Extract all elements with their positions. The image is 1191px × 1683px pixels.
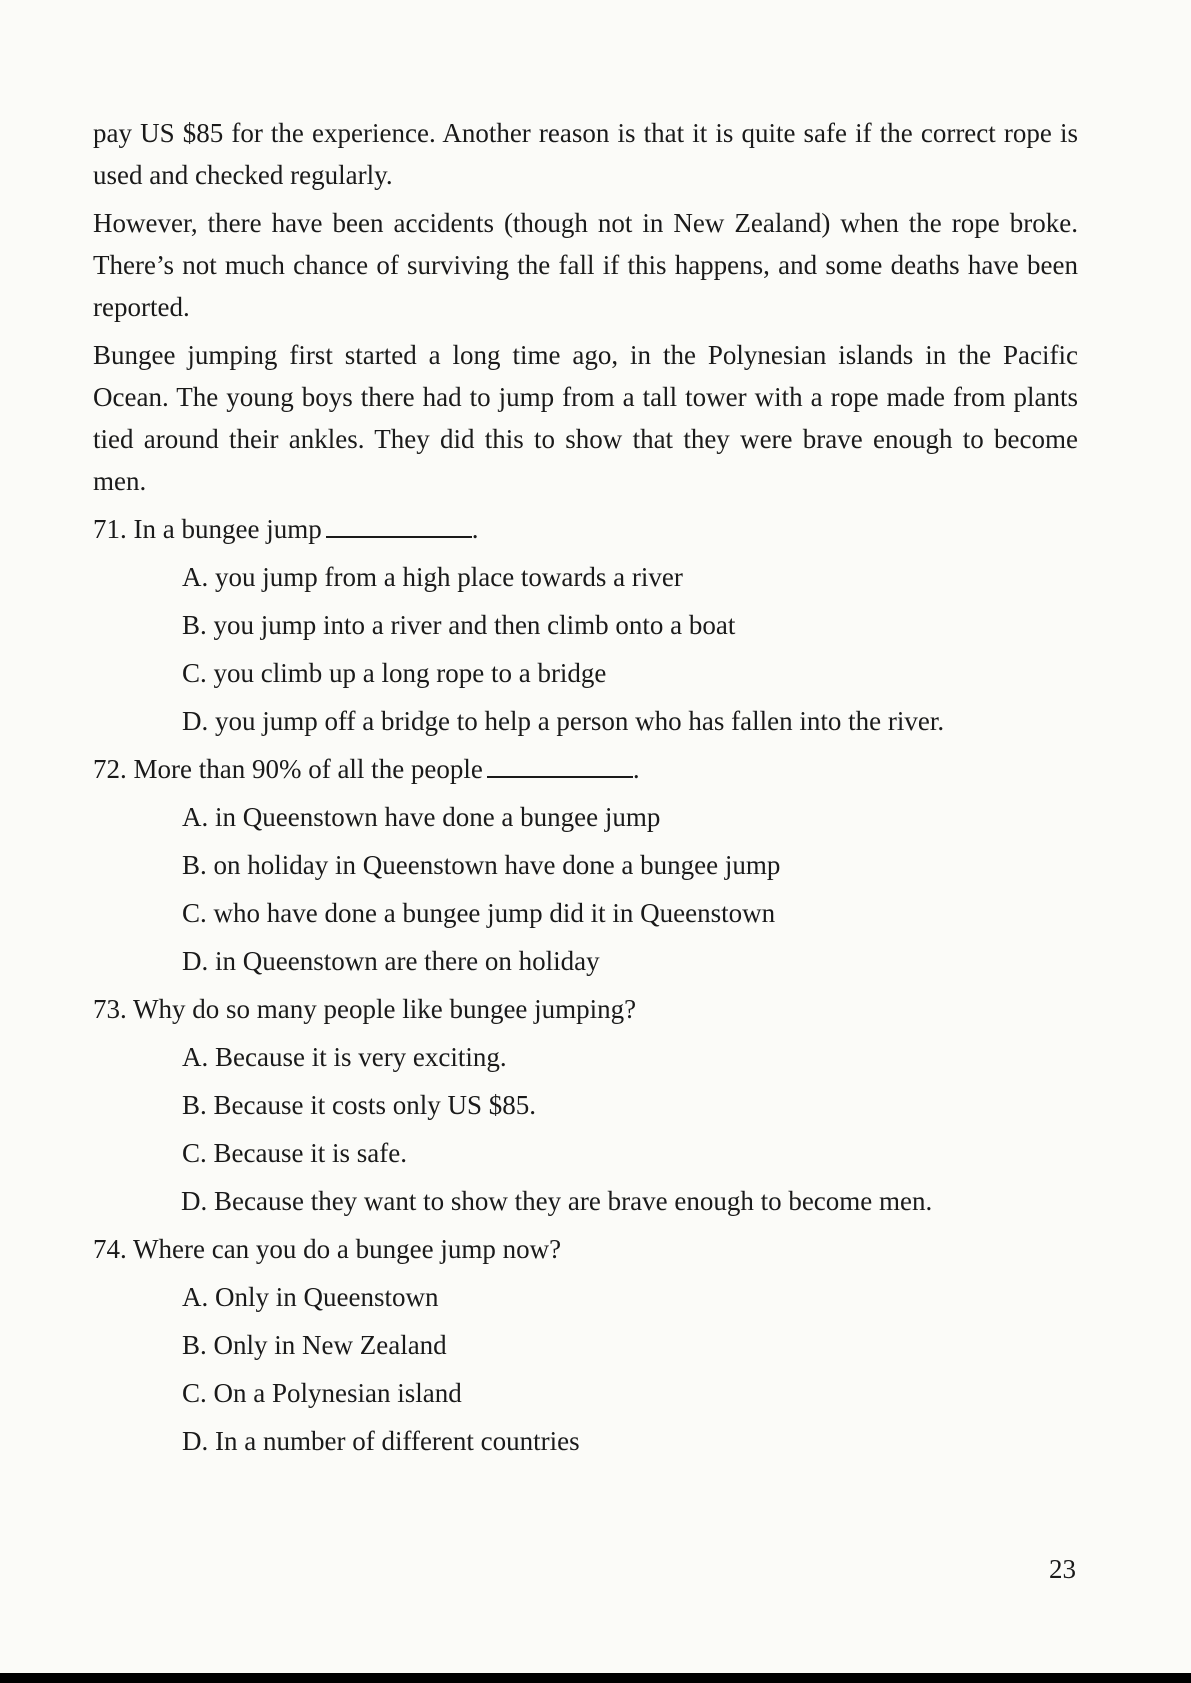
option-c xyxy=(93,652,1078,694)
question-stem xyxy=(93,1228,1078,1270)
option-c xyxy=(93,1372,1078,1414)
question-72 xyxy=(93,748,1078,982)
option-text: B. on holiday in Queenstown have done a bungee jump xyxy=(182,850,781,880)
option-d xyxy=(93,1420,1078,1462)
option-a xyxy=(93,556,1078,598)
passage-paragraph: However, there have been accidents (though not in New Zealand) when the rope broke. There’s not much chance of surviving the fall if this happens, and some deaths have been reported. xyxy=(93,208,1078,322)
question-stem xyxy=(93,988,1078,1030)
option-text: C. Because it is safe. xyxy=(182,1138,407,1168)
option-text: C. On a Polynesian island xyxy=(182,1378,462,1408)
question-stem-end: . xyxy=(471,514,479,544)
option-b xyxy=(93,844,1078,886)
option-text: A. Only in Queenstown xyxy=(182,1282,439,1312)
option-d xyxy=(93,700,1078,742)
question-73 xyxy=(93,988,1078,1222)
question-stem-text: 73. Why do so many people like bungee jumping? xyxy=(93,994,637,1024)
option-a xyxy=(93,1276,1078,1318)
question-stem-text: 71. In a bungee jump xyxy=(93,514,322,544)
options-list xyxy=(93,1276,1078,1462)
option-d xyxy=(93,940,1078,982)
question-stem xyxy=(93,508,1078,550)
option-text: D. Because they want to show they are brave enough to become men. xyxy=(181,1186,933,1216)
option-b xyxy=(93,604,1078,646)
option-b xyxy=(93,1084,1078,1126)
question-stem-text: 74. Where can you do a bungee jump now? xyxy=(93,1234,562,1264)
option-text: B. Only in New Zealand xyxy=(182,1330,447,1360)
option-text: A. in Queenstown have done a bungee jump xyxy=(182,802,661,832)
option-text: B. Because it costs only US $85. xyxy=(182,1090,536,1120)
option-text: B. you jump into a river and then climb onto a boat xyxy=(182,610,736,640)
options-list xyxy=(93,796,1078,982)
options-list xyxy=(93,1036,1078,1222)
option-d xyxy=(93,1180,1078,1222)
passage-paragraph: pay US $85 for the experience. Another reason is that it is quite safe if the correct rope is used and checked regularly. xyxy=(93,118,1078,190)
option-a xyxy=(93,796,1078,838)
option-text: A. you jump from a high place towards a river xyxy=(182,562,683,592)
option-text: D. you jump off a bridge to help a person who has fallen into the river. xyxy=(182,706,945,736)
options-list xyxy=(93,556,1078,742)
option-text: D. in Queenstown are there on holiday xyxy=(182,946,600,976)
question-71 xyxy=(93,508,1078,742)
answer-blank xyxy=(487,750,633,778)
option-c xyxy=(93,892,1078,934)
option-text: D. In a number of different countries xyxy=(182,1426,580,1456)
option-a xyxy=(93,1036,1078,1078)
option-b xyxy=(93,1324,1078,1366)
page-content xyxy=(93,112,1078,1468)
option-c xyxy=(93,1132,1078,1174)
page-number: 23 xyxy=(1049,1554,1076,1584)
scan-bottom-edge xyxy=(0,1673,1191,1683)
option-text: C. who have done a bungee jump did it in Queenstown xyxy=(182,898,776,928)
option-text: C. you climb up a long rope to a bridge xyxy=(182,658,607,688)
answer-blank xyxy=(326,510,472,538)
question-stem-text: 72. More than 90% of all the people xyxy=(93,754,483,784)
question-stem xyxy=(93,748,1078,790)
question-stem-end: . xyxy=(632,754,640,784)
passage-paragraph: Bungee jumping first started a long time ago, in the Polynesian islands in the Pacific Ocean. The young boys there had to jump from a tall tower with a rope made from plants tied around their ankles. They did this to show that they were brave enough to become men. xyxy=(93,340,1078,496)
question-74 xyxy=(93,1228,1078,1462)
option-text: A. Because it is very exciting. xyxy=(182,1042,507,1072)
